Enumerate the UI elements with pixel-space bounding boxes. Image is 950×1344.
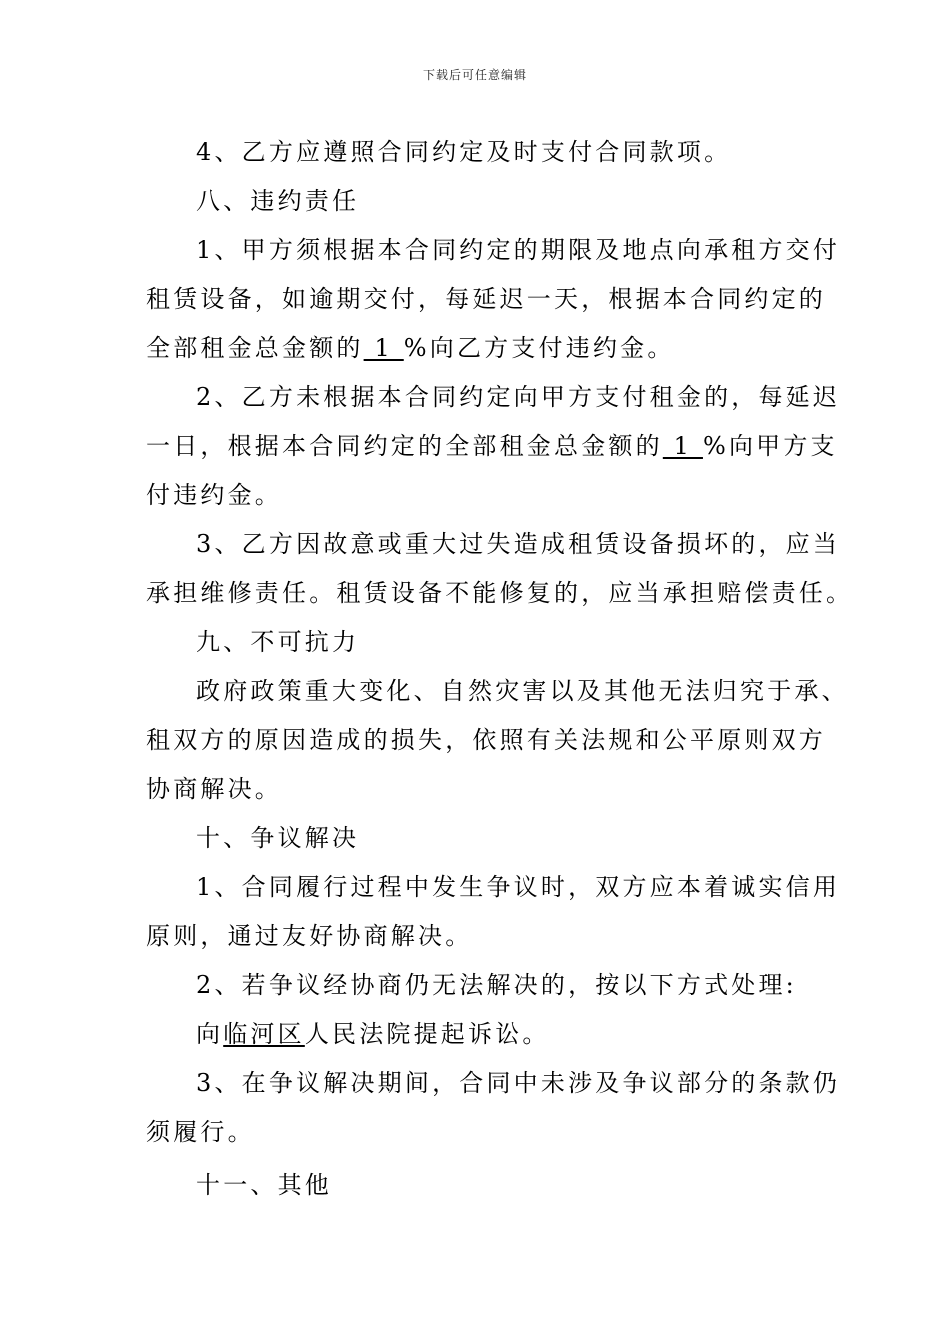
clause-8-3 <box>146 520 854 618</box>
clause-10-1 <box>146 863 841 961</box>
section-heading-breach <box>146 177 810 226</box>
section-heading-force-majeure <box>146 618 810 667</box>
section-heading: 十、争议解决 <box>196 824 360 852</box>
text-line: 租赁设备，如逾期交付，每延迟一天，根据本合同约定的 <box>146 285 826 313</box>
clause-10-3 <box>146 1059 841 1157</box>
text-line: 4、乙方应遵照合同约定及时支付合同款项。 <box>196 138 732 166</box>
text-segment: 向 <box>196 1020 224 1048</box>
text-line: 付违约金。 <box>146 481 282 509</box>
text-line: 租双方的原因造成的损失，依照有关法规和公平原则双方 <box>146 726 826 754</box>
text-line: 协商解决。 <box>146 775 282 803</box>
text-line <box>146 324 810 373</box>
text-line <box>146 1010 810 1059</box>
text-line: 承担维修责任。租赁设备不能修复的，应当承担赔偿责任。 <box>146 579 854 607</box>
clause-8-1 <box>146 226 841 373</box>
document-body <box>146 128 854 1210</box>
court-name-field: 临河区 <box>223 1020 305 1048</box>
text-line: 2、若争议经协商仍无法解决的，按以下方式处理: <box>196 971 797 999</box>
text-segment: 人民法院提起诉讼。 <box>304 1020 550 1048</box>
clause-7-4 <box>146 128 810 177</box>
penalty-rate-field: 1 <box>662 432 703 460</box>
text-line: 3、乙方因故意或重大过失造成租赁设备损坏的，应当 <box>196 530 841 558</box>
section-heading-other <box>146 1161 810 1210</box>
clause-8-2 <box>146 373 841 520</box>
text-segment: %向乙方支付违约金。 <box>403 334 675 362</box>
header-note: 下载后可任意编辑 <box>422 68 527 82</box>
text-line: 3、在争议解决期间，合同中未涉及争议部分的条款仍 <box>196 1069 841 1097</box>
text-line: 1、合同履行过程中发生争议时，双方应本着诚实信用 <box>196 873 841 901</box>
text-line: 2、乙方未根据本合同约定向甲方支付租金的，每延迟 <box>196 383 841 411</box>
clause-9 <box>146 667 849 814</box>
text-line: 原则，通过友好协商解决。 <box>146 922 473 950</box>
text-line <box>146 422 838 471</box>
text-segment: 全部租金总金额的 <box>146 334 364 362</box>
section-heading: 九、不可抗力 <box>196 628 360 656</box>
text-line: 须履行。 <box>146 1118 255 1146</box>
section-heading: 十一、其他 <box>196 1171 332 1199</box>
section-heading-dispute <box>146 814 810 863</box>
text-line: 1、甲方须根据本合同约定的期限及地点向承租方交付 <box>196 236 841 264</box>
penalty-rate-field: 1 <box>363 334 404 362</box>
section-heading: 八、违约责任 <box>196 187 360 215</box>
clause-10-2 <box>146 961 810 1059</box>
text-segment: 一日，根据本合同约定的全部租金总金额的 <box>146 432 663 460</box>
text-segment: %向甲方支 <box>702 432 838 460</box>
text-line: 政府政策重大变化、自然灾害以及其他无法归究于承、 <box>196 677 849 705</box>
